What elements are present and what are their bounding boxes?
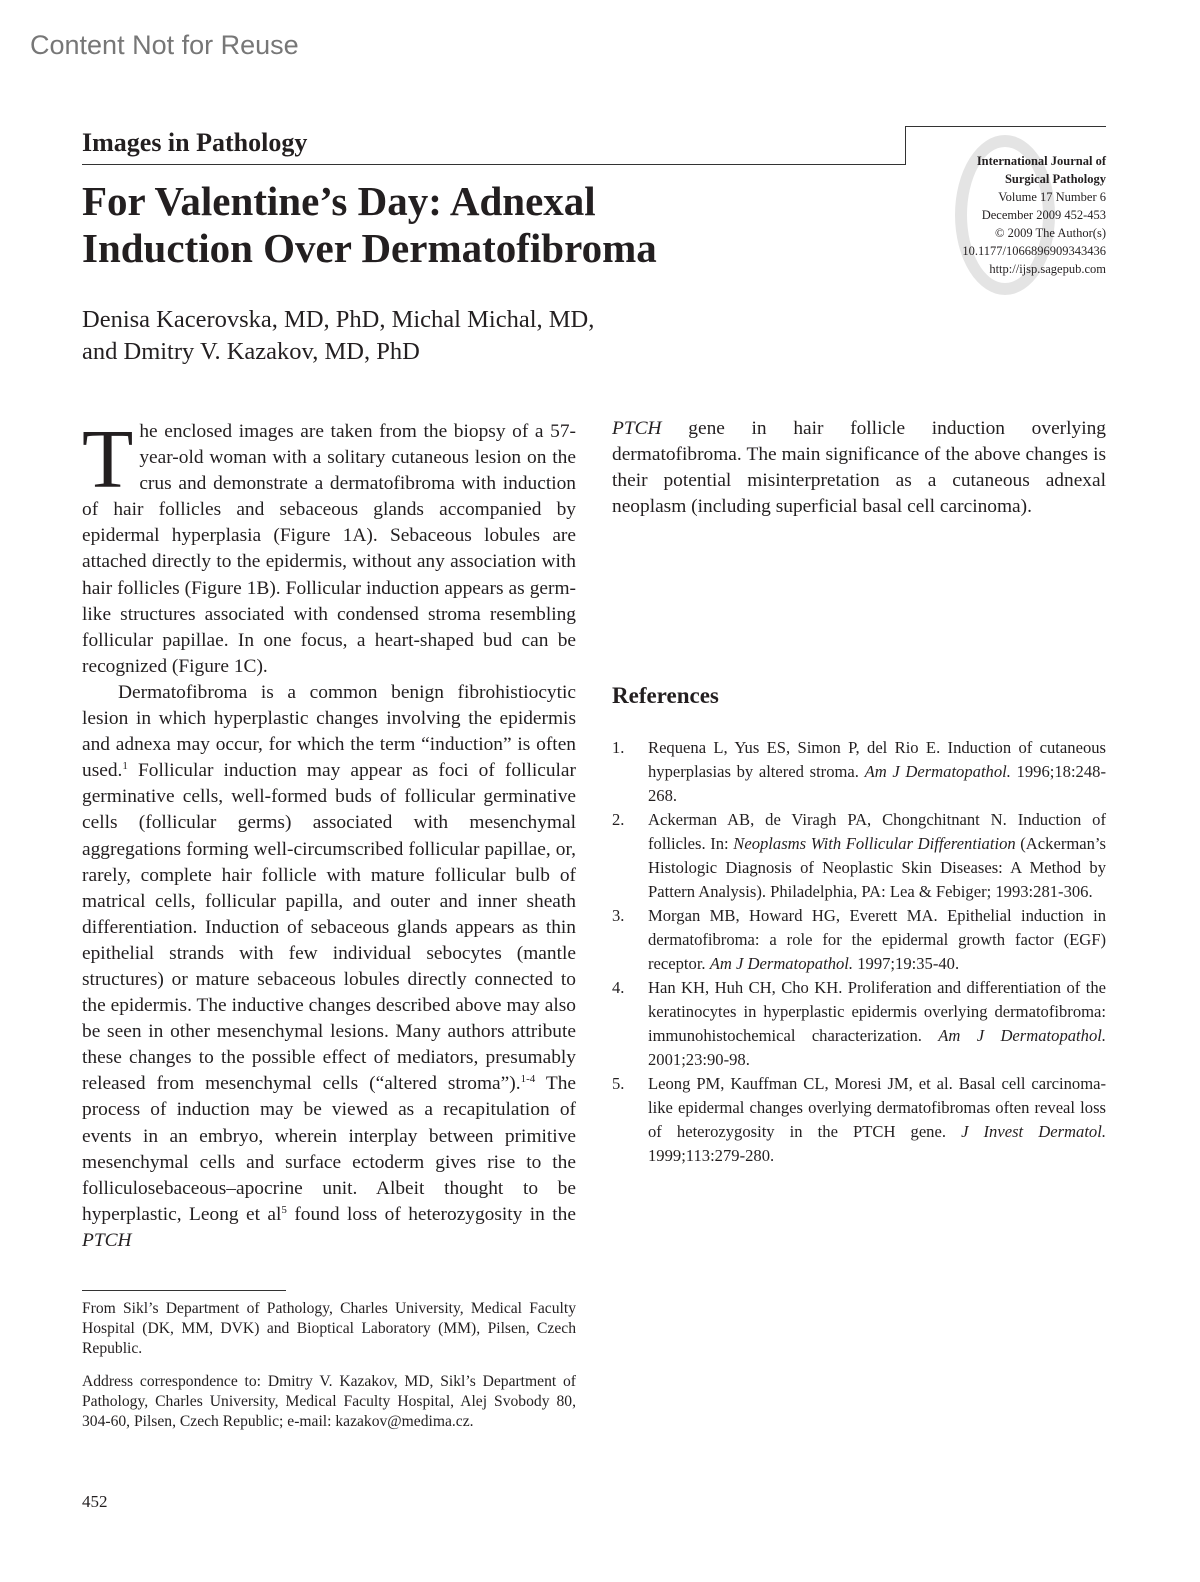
text-segment: Ackerman AB, de Viragh PA, Chongchitnant N. Induction of follicles. In: [648, 810, 1106, 853]
text-segment: 1999;113:279-280. [648, 1146, 775, 1165]
title-line: Induction Over Dermatofibroma [82, 225, 657, 271]
journal-url[interactable]: http://ijsp.sagepub.com [989, 262, 1106, 276]
text-segment: Morgan MB, Howard HG, Everett MA. Epithelial induction in dermatofibroma: a role for the epidermal growth factor (EGF) receptor. [648, 906, 1106, 973]
journal-name: Surgical Pathology [1004, 172, 1106, 186]
text-segment: 2001;23:90-98. [648, 1050, 750, 1069]
text-segment: J Invest Dermatol. [961, 1122, 1106, 1141]
journal-copyright: © 2009 The Author(s) [995, 226, 1106, 240]
text-segment: (Ackerman’s Histologic Diagnosis of Neoplastic Skin Diseases: A Method by Pattern Analysis). Philadelphia, PA: Lea & Febiger; 1993:281-306. [648, 834, 1106, 901]
body-column-right [612, 416, 1106, 520]
title-line: For Valentine’s Day: Adnexal [82, 178, 596, 224]
references-heading: References [612, 683, 719, 708]
reference-text [648, 1072, 1106, 1168]
section-label: Images in Pathology [82, 128, 308, 157]
reference-number: 5. [612, 1074, 625, 1093]
authors [82, 304, 882, 368]
journal-date-pages: December 2009 452-453 [981, 208, 1106, 222]
authors-line: Denisa Kacerovska, MD, PhD, Michal Michal, MD, [82, 306, 595, 333]
journal-name: International Journal of [976, 154, 1106, 168]
text-segment: Am J Dermatopathol. [709, 954, 854, 973]
citation-superscript: 1 [122, 760, 128, 773]
citation-superscript: 1-4 [520, 1073, 536, 1086]
footnotes [82, 1299, 576, 1445]
text-segment: Follicular induction may appear as foci of follicular germinative cells, well-formed buds of follicular germinative cells (follicular germs) associated with mesenchymal aggregations forming well-circumscribed follicular papillae, or, rarely, complete hair follicle with mature follicular bulb of matrical cells, follicular papilla, and outer and inner sheath differentiation. Induction of sebaceous glands appears as thin epithelial strands with few individual sebocytes (mantle structures) or mature sebaceous lobules directly connected to the epidermis. The inductive changes described above may also be seen in other mesenchymal lesions. Many authors attribute these changes to the possible effect of mediators, presumably released from mesenchymal cells (“altered stroma”). [82, 760, 576, 1095]
text-segment: Am J Dermatopathol. [864, 762, 1011, 781]
correspondence-note: Address correspondence to: Dmitry V. Kazakov, MD, Sikl’s Department of Pathology, Charles University, Medical Faculty Hospital, Alej Svobody 80, 304-60, Pilsen, Czech Republic; e-mail: kazakov@medima.cz. [82, 1373, 576, 1430]
journal-volume: Volume 17 Number 6 [998, 190, 1106, 204]
reference-number: 1. [612, 738, 625, 757]
text-segment: he enclosed images are taken from the biopsy of a 57-year-old woman with a solitary cutaneous lesion on the crus and demonstrate a dermatofibroma with induction of hair follicles and sebaceous glands accompanied by epidermal hyperplasia (Figure 1A). Sebaceous lobules are attached directly to the epidermis, without any association with hair follicles (Figure 1B). Follicular induction appears as germ-like structures associated with condensed stroma resembling follicular papillae. In one focus, a heart-shaped bud can be recognized (Figure 1C). [82, 421, 576, 677]
reference-item [612, 808, 1106, 904]
reference-item [612, 904, 1106, 976]
header-rule [82, 164, 906, 165]
header-rule-top [905, 126, 1106, 127]
text-segment: gene in hair follicle induction overlying dermatofibroma. The main significance of the above changes is their potential misinterpretation as a cutaneous adnexal neoplasm (including superficial basal cell carcinoma). [612, 418, 1106, 518]
reference-number: 4. [612, 978, 625, 997]
paragraph [82, 413, 576, 680]
text-segment: Leong PM, Kauffman CL, Moresi JM, et al. Basal cell carcinoma-like epidermal changes overlying dermatofibromas often reveal loss of heterozygosity in the PTCH gene. [648, 1074, 1106, 1141]
references-list [612, 736, 1106, 1168]
footnote-rule [82, 1290, 286, 1291]
text-segment-continued: PTCH [612, 418, 662, 439]
page-number: 452 [82, 1492, 108, 1511]
text-segment: Requena L, Yus ES, Simon P, del Rio E. Induction of cutaneous hyperplasias by altered stroma. [648, 738, 1106, 781]
text-segment: 1996;18:248-268. [648, 762, 1106, 805]
paragraph [82, 680, 576, 1254]
reference-item [612, 1072, 1106, 1168]
text-segment: The process of induction may be viewed as a recapitulation of events in an embryo, wherein interplay between primitive mesenchymal cells and surface ectoderm gives rise to the folliculosebaceous–apocrine unit. Albeit thought to be hyperplastic, Leong et al [82, 1073, 576, 1225]
text-segment: Dermatofibroma is a common benign fibrohistiocytic lesion in which hyperplastic changes involving the epidermis and adnexa may occur, for which the term “induction” is often used. [82, 681, 576, 782]
text-segment: found loss of heterozygosity in the [286, 1203, 576, 1225]
paragraph-continued [612, 416, 1106, 520]
text-segment: Han KH, Huh CH, Cho KH. Proliferation and differentiation of the keratinocytes in hyperplastic epidermis overlying dermatofibroma: immunohistochemical characterization. [648, 978, 1106, 1045]
citation-superscript: 5 [281, 1203, 287, 1216]
journal-doi: 10.1177/1066896909343436 [962, 244, 1106, 258]
reference-text [648, 808, 1106, 904]
text-segment: Am J Dermatopathol. [938, 1026, 1106, 1045]
reference-text [648, 904, 1106, 976]
authors-line: and Dmitry V. Kazakov, MD, PhD [82, 338, 420, 365]
body-column-left [82, 413, 576, 1254]
reference-number: 3. [612, 906, 625, 925]
text-segment: Neoplasms With Follicular Differentiation [733, 834, 1016, 853]
reference-item [612, 736, 1106, 808]
drop-cap: T [82, 413, 134, 506]
text-segment: 1997;19:35-40. [853, 954, 960, 973]
reference-text [648, 736, 1106, 808]
affiliation-note: From Sikl’s Department of Pathology, Charles University, Medical Faculty Hospital (DK, MM, DVK) and Bioptical Laboratory (MM), Pilsen, Czech Republic. [82, 1300, 576, 1357]
journal-info [905, 152, 1106, 278]
watermark: Content Not for Reuse [30, 30, 299, 60]
reference-text [648, 976, 1106, 1072]
reference-item [612, 976, 1106, 1072]
text-segment: PTCH [82, 1229, 132, 1251]
article-title [82, 178, 882, 272]
reference-number: 2. [612, 810, 625, 829]
